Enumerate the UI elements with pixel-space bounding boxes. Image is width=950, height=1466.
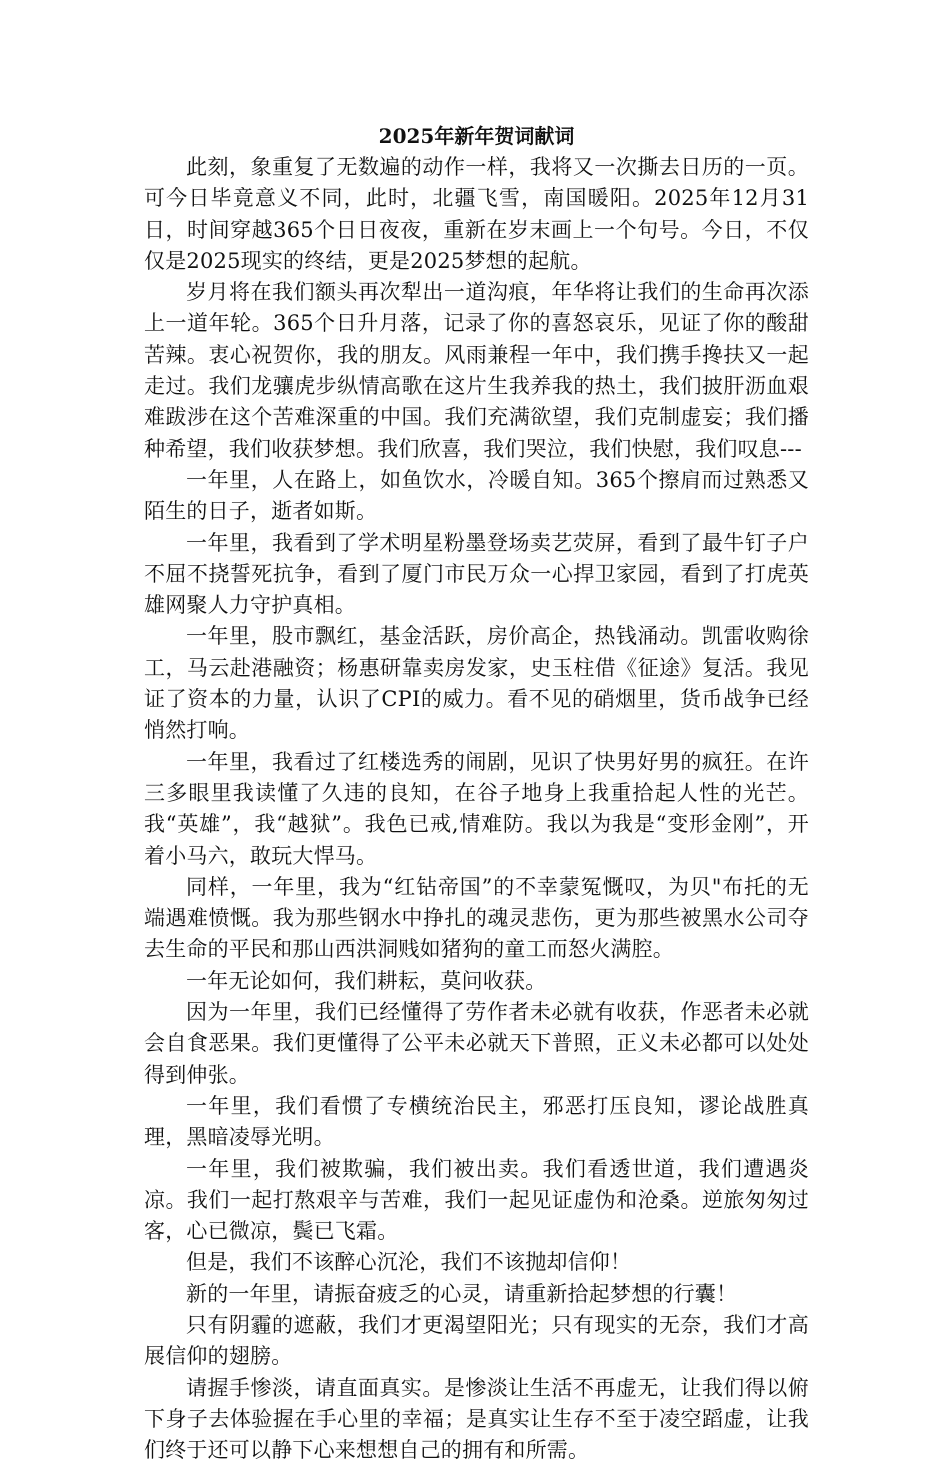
paragraph: 一年里，股市飘红，基金活跃，房价高企，热钱涌动。凯雷收购徐工，马云赴港融资；杨惠研靠卖房发家，史玉柱借《征途》复活。我见证了资本的力量，认识了CPI的威力。看不见的硝烟里，货币战争已经悄然打响。 <box>144 624 809 743</box>
paragraph: 一年无论如何，我们耕耘，莫问收获。 <box>186 968 547 993</box>
paragraph: 一年里，人在路上，如鱼饮水，冷暖自知。365个擦肩而过熟悉又陌生的日子，逝者如斯。 <box>144 467 809 524</box>
paragraph: 此刻，象重复了无数遍的动作一样，我将又一次撕去日历的一页。可今日毕竟意义不同，此时，北疆飞雪，南国暖阳。2025年12月31日，时间穿越365个日日夜夜，重新在岁末画上一个句号。今日，不仅仅是2025现实的终结，更是2025梦想的起航。 <box>144 155 809 273</box>
paragraph: 请握手惨淡，请直面真实。是惨淡让生活不再虚无，让我们得以俯下身子去体验握在手心里的幸福；是真实让生存不至于凌空蹈虚，让我们终于还可以静下心来想想自己的拥有和所需。 <box>144 1375 809 1463</box>
paragraph: 同样，一年里，我为“红钻帝国”的不幸蒙冤慨叹，为贝"布托的无端遇难愤慨。我为那些钢水中挣扎的魂灵悲伤，更为那些被黑水公司夺去生命的平民和那山西洪洞贱如猪狗的童工而怒火满腔。 <box>144 874 809 962</box>
document-page <box>144 120 809 1466</box>
paragraph: 一年里，我看到了学术明星粉墨登场卖艺荧屏，看到了最牛钉子户不屈不挠誓死抗争，看到了厦门市民万众一心捍卫家园，看到了打虎英雄网聚人力守护真相。 <box>144 530 809 618</box>
paragraph: 一年里，我们被欺骗，我们被出卖。我们看透世道，我们遭遇炎凉。我们一起打熬艰辛与苦难，我们一起见证虚伪和沧桑。逆旅匆匆过客，心已微凉，鬓已飞霜。 <box>144 1156 809 1244</box>
document-title: 2025年新年贺词献词 <box>378 124 575 148</box>
paragraph: 只有阴霾的遮蔽，我们才更渴望阳光；只有现实的无奈，我们才高展信仰的翅膀。 <box>144 1312 809 1369</box>
paragraph: 一年里，我看过了红楼选秀的闹剧，见识了快男好男的疯狂。在许三多眼里我读懂了久违的良知，在谷子地身上我重拾起人性的光芒。我“英雄”，我“越狱”。我色已戒,情难防。我以为我是“变形金刚”，开着小马六，敢玩大悍马。 <box>144 749 809 868</box>
paragraph: 一年里，我们看惯了专横统治民主，邪恶打压良知，谬论战胜真理，黑暗凌辱光明。 <box>144 1093 809 1150</box>
paragraph: 新的一年里，请振奋疲乏的心灵，请重新拾起梦想的行囊！ <box>186 1281 738 1306</box>
paragraph: 因为一年里，我们已经懂得了劳作者未必就有收获，作恶者未必就会自食恶果。我们更懂得了公平未必就天下普照，正义未必都可以处处得到伸张。 <box>144 1000 809 1087</box>
paragraph: 岁月将在我们额头再次犁出一道沟痕，年华将让我们的生命再次添上一道年轮。365个日升月落，记录了你的喜怒哀乐，见证了你的酸甜苦辣。衷心祝贺你，我的朋友。风雨兼程一年中，我们携手搀扶又一起走过。我们龙骧虎步纵情高歌在这片生我养我的热土，我们披肝沥血艰难跋涉在这个苦难深重的中国。我们充满欲望，我们克制虚妄；我们播种希望，我们收获梦想。我们欣喜，我们哭泣，我们快慰，我们叹息--- <box>144 280 809 461</box>
paragraph: 但是，我们不该醉心沉沦，我们不该抛却信仰！ <box>186 1250 632 1275</box>
